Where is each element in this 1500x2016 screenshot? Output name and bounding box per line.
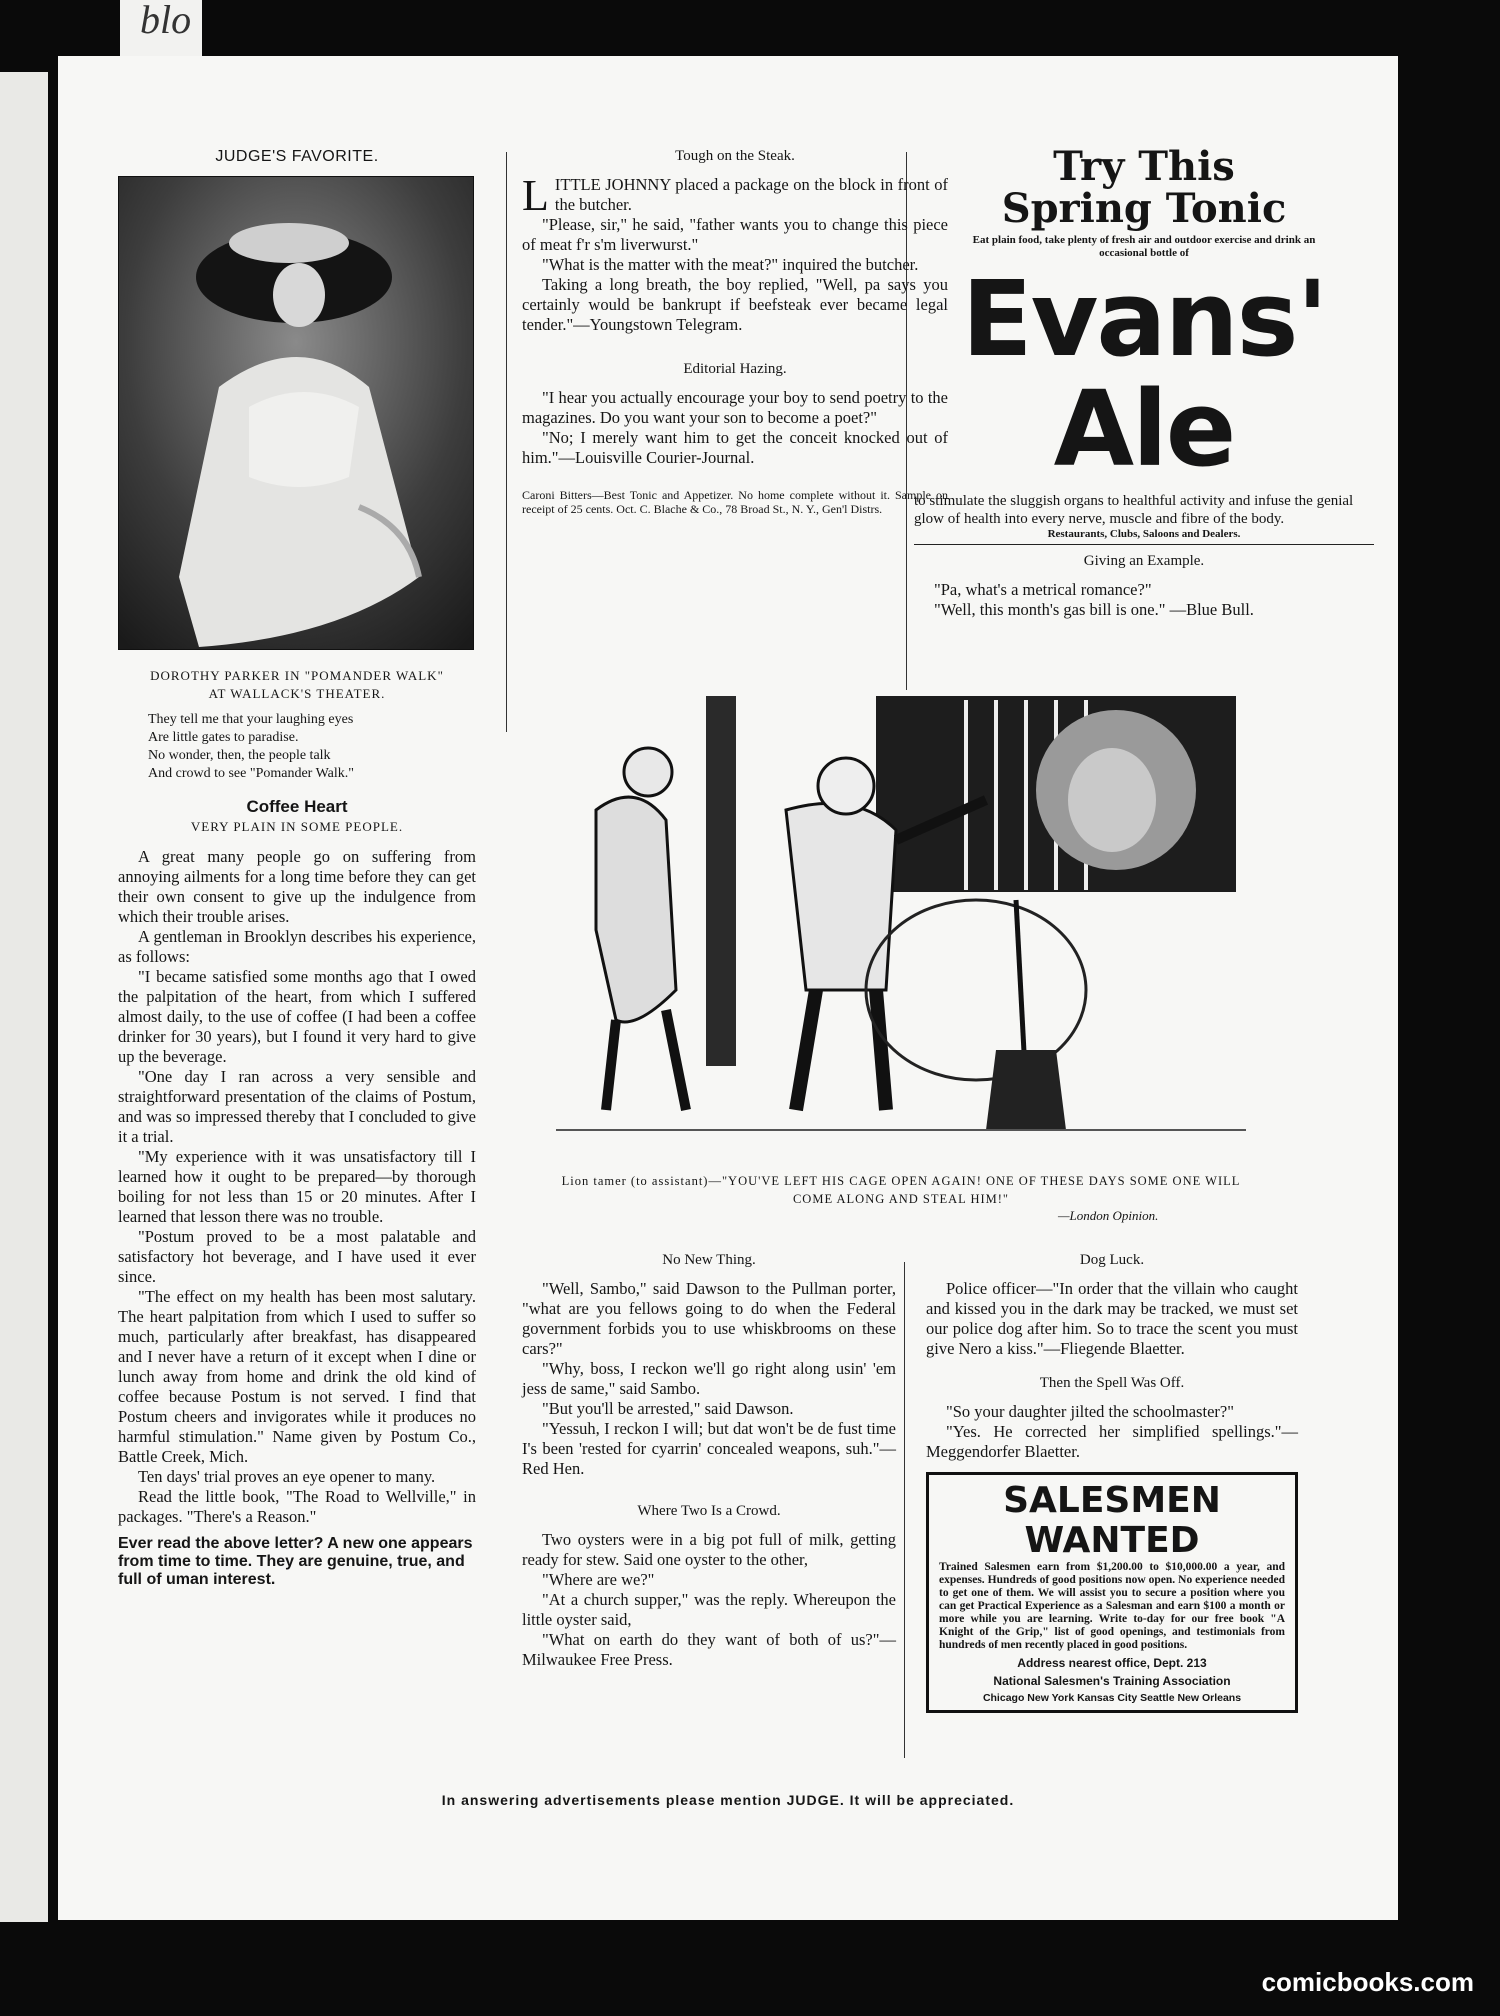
article-paragraph: "One day I ran across a very sensible and straightforward presentation of the claims of Postum, and was so impressed thereby that I concluded to give it a trial. <box>118 1067 476 1146</box>
ad-body: to stimulate the sluggish organs to healthful activity and infuse the genial glow of health into every nerve, muscle and fibre of the body. <box>914 493 1354 527</box>
column-left <box>118 148 476 1589</box>
article-paragraph: "Where are we?" <box>542 1570 655 1589</box>
article-paragraph: "Why, boss, I reckon we'll go right along usin' 'em jess de same," said Sambo. <box>522 1359 896 1398</box>
crowd-heading: Where Two Is a Crowd. <box>637 1503 781 1519</box>
left-page-edge <box>0 72 48 1922</box>
coffee-heart-title: Coffee Heart <box>246 797 348 816</box>
column-rule <box>904 1262 905 1758</box>
photo-caption-line-1: DOROTHY PARKER IN "POMANDER WALK" <box>150 668 444 683</box>
cartoon-source: —London Opinion. <box>1058 1208 1159 1223</box>
judges-favorite-heading: JUDGE'S FAVORITE. <box>215 148 379 165</box>
evans-brand: Evans' <box>961 258 1327 380</box>
ad-footer: Restaurants, Clubs, Saloons and Dealers. <box>914 528 1374 545</box>
article-paragraph: "Well, this month's gas bill is one." —Blue Bull. <box>934 600 1254 619</box>
salesmen-association: National Salesmen's Training Association <box>993 1674 1231 1688</box>
salesmen-title: SALESMEN WANTED <box>1003 1480 1221 1561</box>
column-middle <box>522 148 948 516</box>
article-paragraph: "But you'll be arrested," said Dawson. <box>542 1399 794 1418</box>
steak-heading: Tough on the Steak. <box>675 148 795 164</box>
poem-line: No wonder, then, the people talk <box>148 748 331 763</box>
photo-caption-line-2: AT WALLACK'S THEATER. <box>208 686 386 701</box>
lion-tamer-cartoon <box>556 690 1246 1152</box>
caroni-bitters-ad: Caroni Bitters—Best Tonic and Appetizer. No home complete without it. Sample on receipt of 25 cents. Oct. C. Blache & Co., 78 Broad St., N. Y., Gen'l Distrs. <box>522 488 948 516</box>
column-rule <box>506 152 507 732</box>
article-paragraph: Taking a long breath, the boy replied, "Well, pa says you certainly would be bankrupt if beefsteak ever became legal tender."—Youngstown Telegram. <box>522 275 948 334</box>
article-paragraph: A great many people go on suffering from annoying ailments for a long time before they can get their own consent to give up the indulgence from which their trouble arises. <box>118 847 476 926</box>
ad-intro: Eat plain food, take plenty of fresh air and outdoor exercise and drink an occasional bottle of <box>972 234 1316 259</box>
poem-line: And crowd to see "Pomander Walk." <box>148 766 355 781</box>
article-paragraph: "Postum proved to be a most palatable and satisfactory hot beverage, and I have used it ever since. <box>118 1227 476 1286</box>
article-paragraph: "Please, sir," he said, "father wants you to change this piece of meat f'r s'm liverwurst." <box>522 215 948 254</box>
article-paragraph: Read the little book, "The Road to Wellville," in packages. "There's a Reason." <box>118 1487 476 1526</box>
salesmen-wanted-ad <box>926 1472 1298 1713</box>
column-lower-middle <box>522 1252 896 1670</box>
article-paragraph: "Well, Sambo," said Dawson to the Pullman porter, "what are you fellows going to do when the Federal government forbids you to use whiskbrooms on these cars?" <box>522 1279 896 1358</box>
article-paragraph: "What on earth do they want of both of us?"—Milwaukee Free Press. <box>522 1630 896 1669</box>
article-paragraph <box>522 171 948 220</box>
spell-heading: Then the Spell Was Off. <box>1039 1375 1185 1391</box>
salesmen-address: Address nearest office, Dept. 213 <box>1017 1656 1207 1670</box>
cartoon-caption: Lion tamer (to assistant)—"YOU'VE LEFT HIS CAGE OPEN AGAIN! ONE OF THESE DAYS SOME ONE WILL COME ALONG AND STEAL HIM!" <box>561 1174 1241 1206</box>
portrait-photo <box>118 176 474 650</box>
article-paragraph: "My experience with it was unsatisfactory till I learned how it ought to be prepared—by thorough boiling for not less than 15 or 20 minutes. After I learned that lesson there was no trouble. <box>118 1147 476 1226</box>
article-paragraph: "I became satisfied some months ago that I owed the palpitation of the heart, from which I suffered almost daily, to the use of coffee (I had been a coffee drinker for 30 years), but I found it very hard to give up the beverage. <box>118 967 476 1066</box>
article-paragraph: "The effect on my health has been most salutary. The heart palpitation from which I used to suffer so much, particularly after breakfast, has disappeared and I never have a return of it except when I dine or lunch away from home and drink the old kind of coffee because Postum is not served. I find that Postum cheers and invigorates while it produces no harmful stimulation." Name given by Postum Co., Battle Creek, Mich. <box>118 1287 476 1466</box>
no-new-thing-heading: No New Thing. <box>662 1252 756 1268</box>
poem-line: They tell me that your laughing eyes <box>148 712 354 727</box>
article-paragraph: "I hear you actually encourage your boy to send poetry to the magazines. Do you want your son to become a poet?" <box>522 388 948 427</box>
article-paragraph: Police officer—"In order that the villain who caught and kissed you in the dark may be tracked, we must set our police dog after him. So to trace the scent you must give Nero a kiss."—Fliegende Blaetter. <box>926 1279 1298 1358</box>
article-paragraph: "Pa, what's a metrical romance?" <box>934 580 1152 599</box>
column-lower-right <box>926 1252 1298 1713</box>
magazine-page <box>58 56 1398 1920</box>
coffee-heart-subtitle: VERY PLAIN IN SOME PEOPLE. <box>190 819 404 834</box>
article-paragraph: "At a church supper," was the reply. Whereupon the little oyster said, <box>522 1590 896 1629</box>
example-heading: Giving an Example. <box>1083 553 1205 569</box>
salesmen-body: Trained Salesmen earn from $1,200.00 to $10,000.00 a year, and expenses. Hundreds of good positions now open. No experience needed to get one of them. We will assist you to secure a position where you can get Practical Experience as a Salesman and earn $100 a month or more while you are learning. Write to-day for our free book "A Knight of the Grip," list of good openings, and testimonials from hundreds of men recently placed in good positions. <box>939 1561 1285 1651</box>
poem <box>148 711 476 783</box>
article-paragraph: A gentleman in Brooklyn describes his experience, as follows: <box>118 927 476 966</box>
dog-luck-heading: Dog Luck. <box>1079 1252 1145 1268</box>
salesmen-cities: Chicago New York Kansas City Seattle New Orleans <box>982 1692 1242 1704</box>
article-paragraph: "No; I merely want him to get the conceit knocked out of him."—Louisville Courier-Journal. <box>522 428 948 467</box>
article-paragraph: "So your daughter jilted the schoolmaster?" <box>946 1402 1234 1421</box>
column-right <box>914 143 1374 620</box>
ale-brand: Ale <box>1053 368 1235 490</box>
ad-headline-2: Spring Tonic <box>1001 185 1287 232</box>
drop-cap: L <box>522 171 549 220</box>
page-footer: In answering advertisements please mention JUDGE. It will be appreciated. <box>441 1792 1015 1808</box>
watermark-brand: comicbooks.com <box>1261 1967 1474 1997</box>
article-paragraph: "Yessuh, I reckon I will; but dat won't be de fust time I's been 'rested for cyarrin' concealed weapons, suh."—Red Hen. <box>522 1419 896 1478</box>
poem-line: Are little gates to paradise. <box>148 730 299 745</box>
ad-headline-1: Try This <box>1053 143 1235 190</box>
hazing-heading: Editorial Hazing. <box>683 361 787 377</box>
paragraph-text: ITTLE JOHNNY placed a package on the block in front of the butcher. <box>554 175 948 214</box>
page-tab: blo <box>120 0 202 64</box>
article-paragraph: Two oysters were in a big pot full of milk, getting ready for stew. Said one oyster to the other, <box>522 1530 896 1569</box>
article-paragraph: "Yes. He corrected her simplified spellings."—Meggendorfer Blaetter. <box>926 1422 1298 1461</box>
article-paragraph: "What is the matter with the meat?" inquired the butcher. <box>542 255 919 274</box>
article-paragraph: Ten days' trial proves an eye opener to many. <box>138 1467 436 1486</box>
postum-closing-note: Ever read the above letter? A new one appears from time to time. They are genuine, true, and full of uman interest. <box>118 1535 473 1588</box>
